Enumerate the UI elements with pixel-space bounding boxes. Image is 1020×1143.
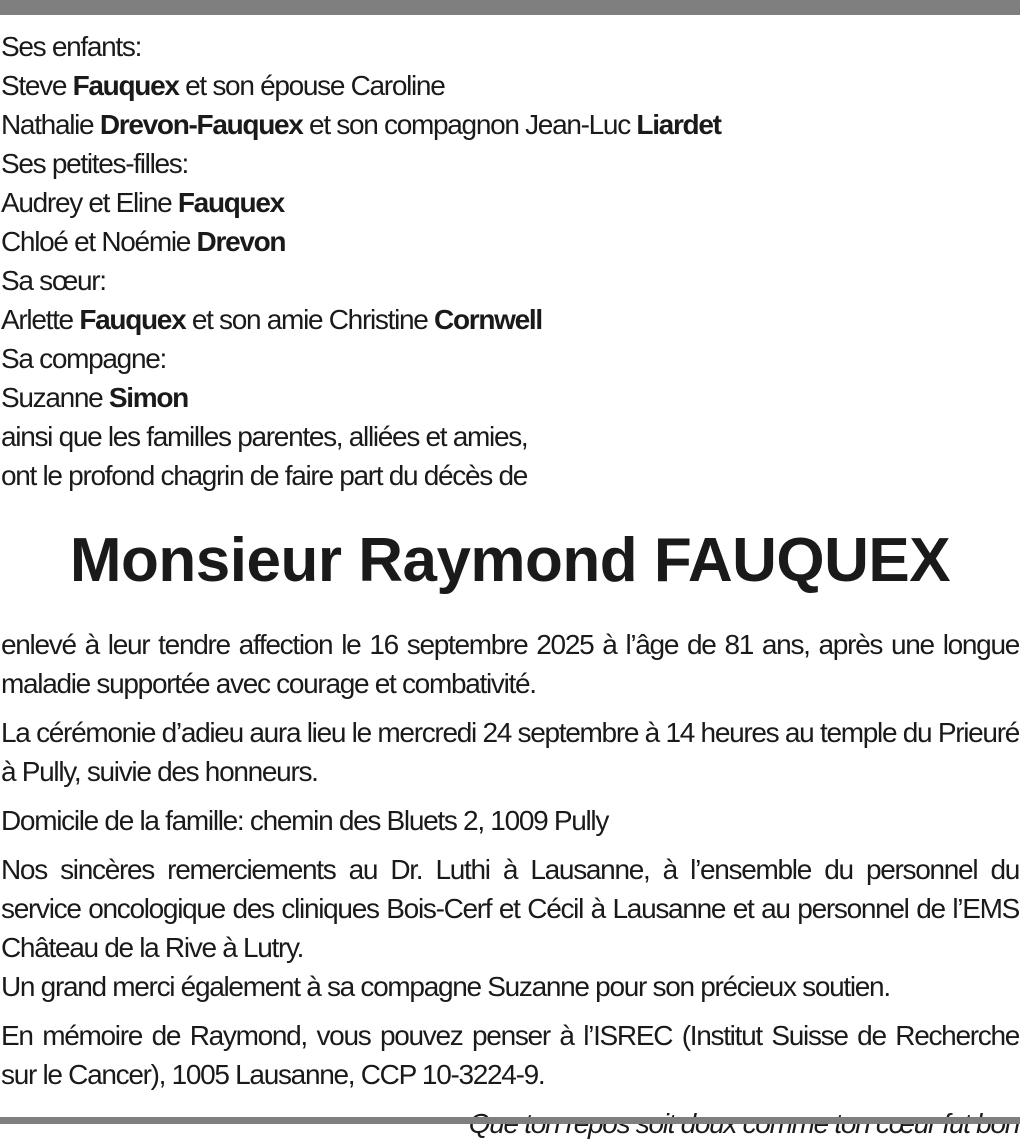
child-line-2 xyxy=(1,105,1019,144)
companion-first: Suzanne xyxy=(1,382,103,413)
sister-friend-last: Cornwell xyxy=(434,304,542,335)
relatives-line: ainsi que les familles parentes, alliées et amies, xyxy=(1,421,528,452)
thanks-paragraph: Nos sincères remerciements au Dr. Luthi à Lausanne, à l’ensemble du personnel du service oncologique des cliniques Bois-Cerf et Cécil à Lausanne et au personnel de l’EMS Château de la Rive à Lutry. xyxy=(1,854,1019,963)
child2-partner-last: Liardet xyxy=(636,109,721,140)
thanks-companion-paragraph: Un grand merci également à sa compagne Suzanne pour son précieux soutien. xyxy=(1,971,890,1002)
gc1-first: Audrey et Eline xyxy=(1,187,172,218)
death-paragraph: enlevé à leur tendre affection le 16 septembre 2025 à l’âge de 81 ans, après une longue maladie supportée avec courage et combativité. xyxy=(1,629,1019,699)
bottom-border xyxy=(0,1117,1020,1124)
sister-heading: Sa sœur: xyxy=(1,265,106,296)
announcement-line: ont le profond chagrin de faire part du décès de xyxy=(1,460,527,491)
obituary-notice xyxy=(1,27,1019,1143)
gc2-first: Chloé et Noémie xyxy=(1,226,191,257)
children-heading: Ses enfants: xyxy=(1,31,142,62)
child1-first: Steve xyxy=(1,70,67,101)
companion-line xyxy=(1,378,1019,417)
sister-last: Fauquex xyxy=(79,304,186,335)
child2-last: Drevon-Fauquex xyxy=(99,109,303,140)
sister-line xyxy=(1,300,1019,339)
child1-rest: et son épouse Caroline xyxy=(185,70,445,101)
grandchild-line-1 xyxy=(1,183,1019,222)
sister-first: Arlette xyxy=(1,304,73,335)
memorial-paragraph: En mémoire de Raymond, vous pouvez penser à l’ISREC (Institut Suisse de Recherche sur le Cancer), 1005 Lausanne, CCP 10-3224-9. xyxy=(1,1020,1019,1090)
gc2-last: Drevon xyxy=(196,226,286,257)
domicile-paragraph: Domicile de la famille: chemin des Bluets 2, 1009 Pully xyxy=(1,805,609,836)
child-line-1 xyxy=(1,66,1019,105)
companion-last: Simon xyxy=(108,382,188,413)
child2-first: Nathalie xyxy=(1,109,94,140)
grandchildren-heading: Ses petites-filles: xyxy=(1,148,188,179)
child1-last: Fauquex xyxy=(72,70,179,101)
grandchild-line-2 xyxy=(1,222,1019,261)
child2-mid: et son compagnon Jean-Luc xyxy=(309,109,630,140)
sister-mid: et son amie Christine xyxy=(191,304,428,335)
ceremony-paragraph: La cérémonie d’adieu aura lieu le mercredi 24 septembre à 14 heures au temple du Prieuré à Pully, suivie des honneurs. xyxy=(1,717,1019,787)
gc1-last: Fauquex xyxy=(177,187,284,218)
top-border xyxy=(0,0,1020,15)
deceased-name: Monsieur Raymond FAUQUEX xyxy=(69,526,951,595)
companion-heading: Sa compagne: xyxy=(1,343,166,374)
